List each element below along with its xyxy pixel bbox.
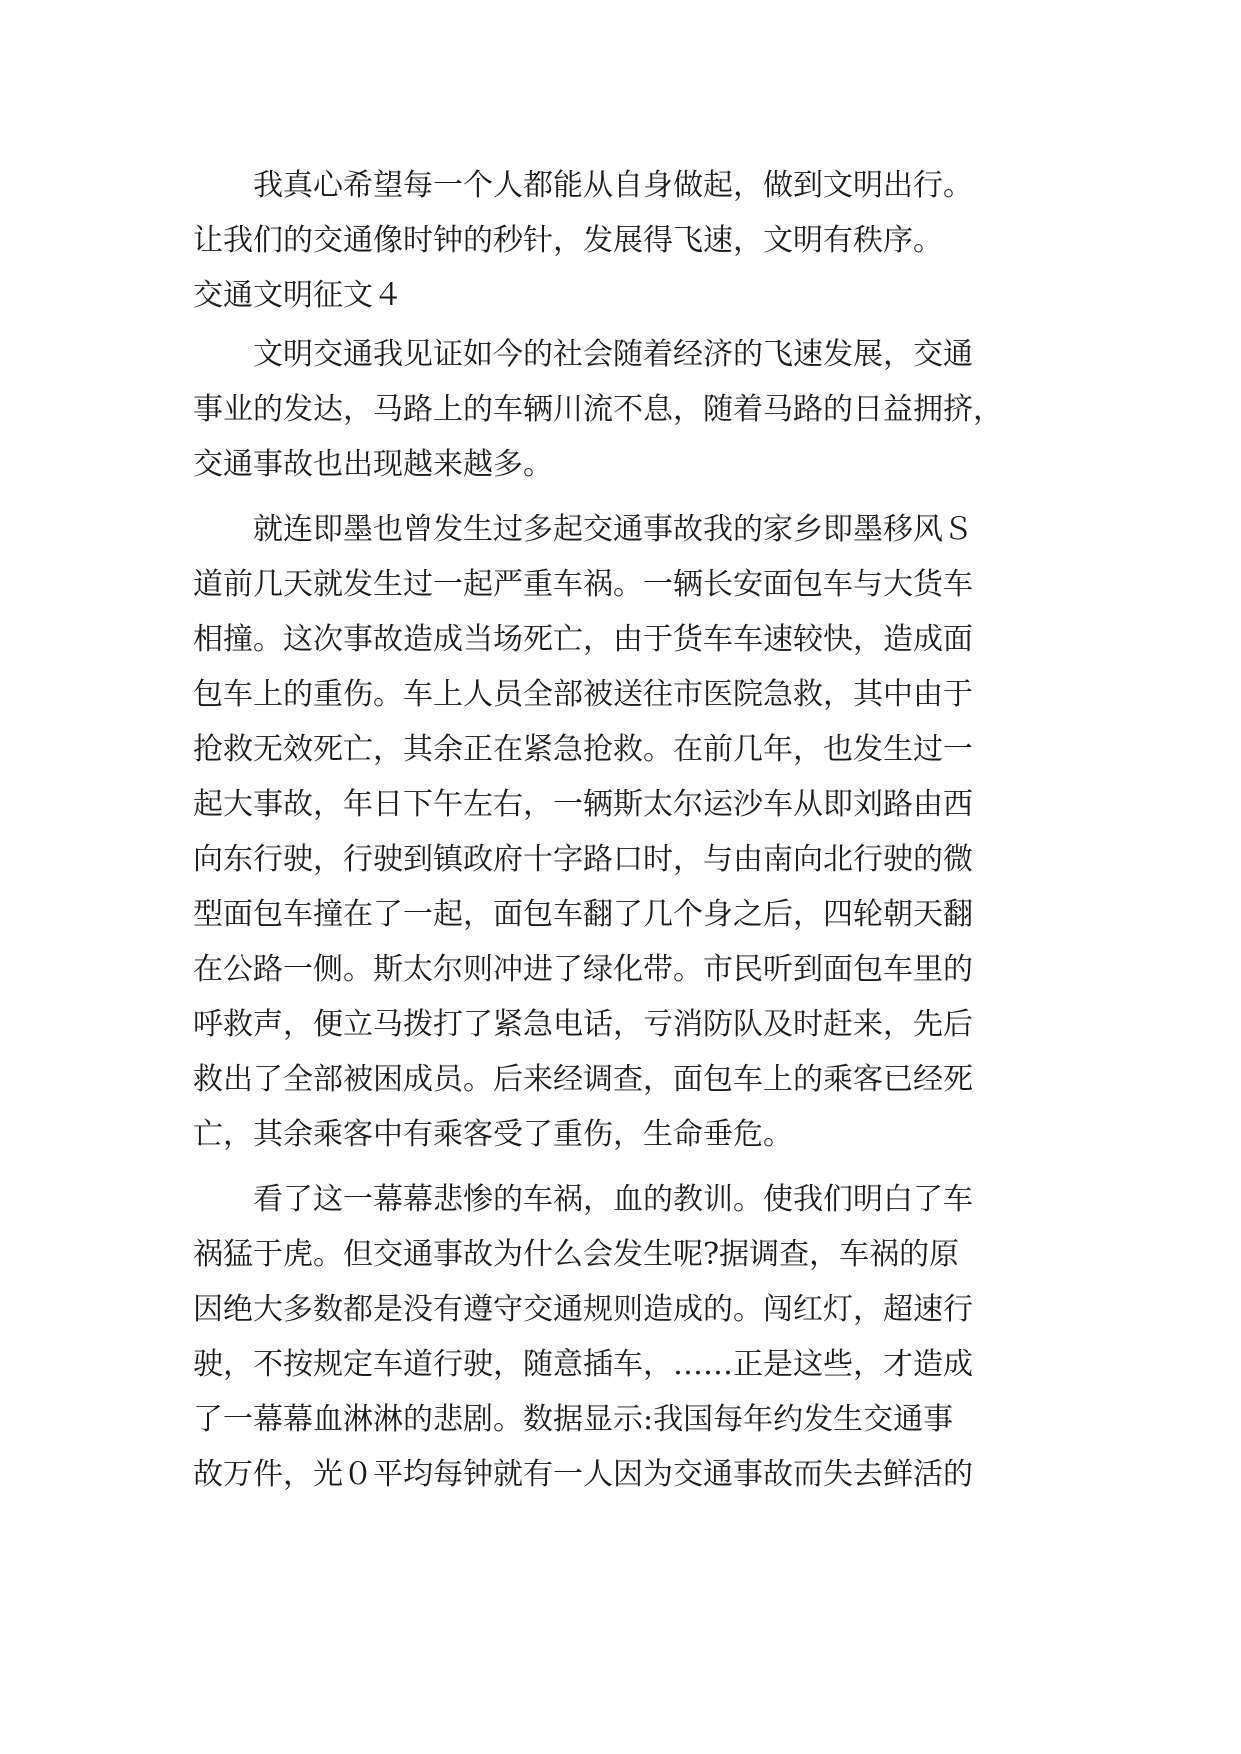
text-line: 交通事故也出现越来越多。 xyxy=(193,447,553,482)
text-line: 道前几天就发生过一起严重车祸。一辆长安面包车与大货车 xyxy=(193,567,973,602)
heading-line: 交通文明征文４ xyxy=(193,278,403,313)
text-line: 看了这一幕幕悲惨的车祸，血的教训。使我们明白了车 xyxy=(193,1182,973,1217)
text-line: 让我们的交通像时钟的秒针，发展得飞速，文明有秩序。 xyxy=(193,223,943,258)
text-line: 呼救声，便立马拨打了紧急电话，亏消防队及时赶来，先后 xyxy=(193,1007,973,1042)
text-line: 祸猛于虎。但交通事故为什么会发生呢?据调查，车祸的原 xyxy=(193,1237,960,1272)
text-line: 事业的发达，马路上的车辆川流不息，随着马路的日益拥挤， xyxy=(193,392,1003,427)
text-line: 我真心希望每一个人都能从自身做起，做到文明出行。 xyxy=(193,168,973,203)
text-line: 相撞。这次事故造成当场死亡，由于货车车速较快，造成面 xyxy=(193,622,973,657)
text-line: 包车上的重伤。车上人员全部被送往市医院急救，其中由于 xyxy=(193,677,973,712)
paragraph xyxy=(193,158,1063,268)
text-line: 驶，不按规定车道行驶，随意插车，……正是这些，才造成 xyxy=(193,1347,973,1382)
text-line: 文明交通我见证如今的社会随着经济的飞速发展，交通 xyxy=(193,337,973,372)
text-line: 就连即墨也曾发生过多起交通事故我的家乡即墨移风Ｓ xyxy=(193,512,973,547)
text-line: 亡，其余乘客中有乘客受了重伤，生命垂危。 xyxy=(193,1117,793,1152)
paragraph xyxy=(193,1172,1063,1502)
text-line: 型面包车撞在了一起，面包车翻了几个身之后，四轮朝天翻 xyxy=(193,897,973,932)
text-line: 救出了全部被困成员。后来经调查，面包车上的乘客已经死 xyxy=(193,1062,973,1097)
text-line: 抢救无效死亡，其余正在紧急抢救。在前几年，也发生过一 xyxy=(193,732,973,767)
document-body xyxy=(193,158,1063,1502)
text-line: 起大事故，年日下午左右，一辆斯太尔运沙车从即刘路由西 xyxy=(193,787,973,822)
text-line: 因绝大多数都是没有遵守交通规则造成的。闯红灯，超速行 xyxy=(193,1292,973,1327)
paragraph xyxy=(193,327,1063,492)
text-line: 在公路一侧。斯太尔则冲进了绿化带。市民听到面包车里的 xyxy=(193,952,973,987)
section-heading xyxy=(193,268,1063,323)
text-line: 故万件，光０平均每钟就有一人因为交通事故而失去鲜活的 xyxy=(193,1457,973,1492)
text-line: 向东行驶，行驶到镇政府十字路口时，与由南向北行驶的微 xyxy=(193,842,973,877)
text-line: 了一幕幕血淋淋的悲剧。数据显示:我国每年约发生交通事 xyxy=(193,1402,954,1437)
paragraph xyxy=(193,502,1063,1162)
